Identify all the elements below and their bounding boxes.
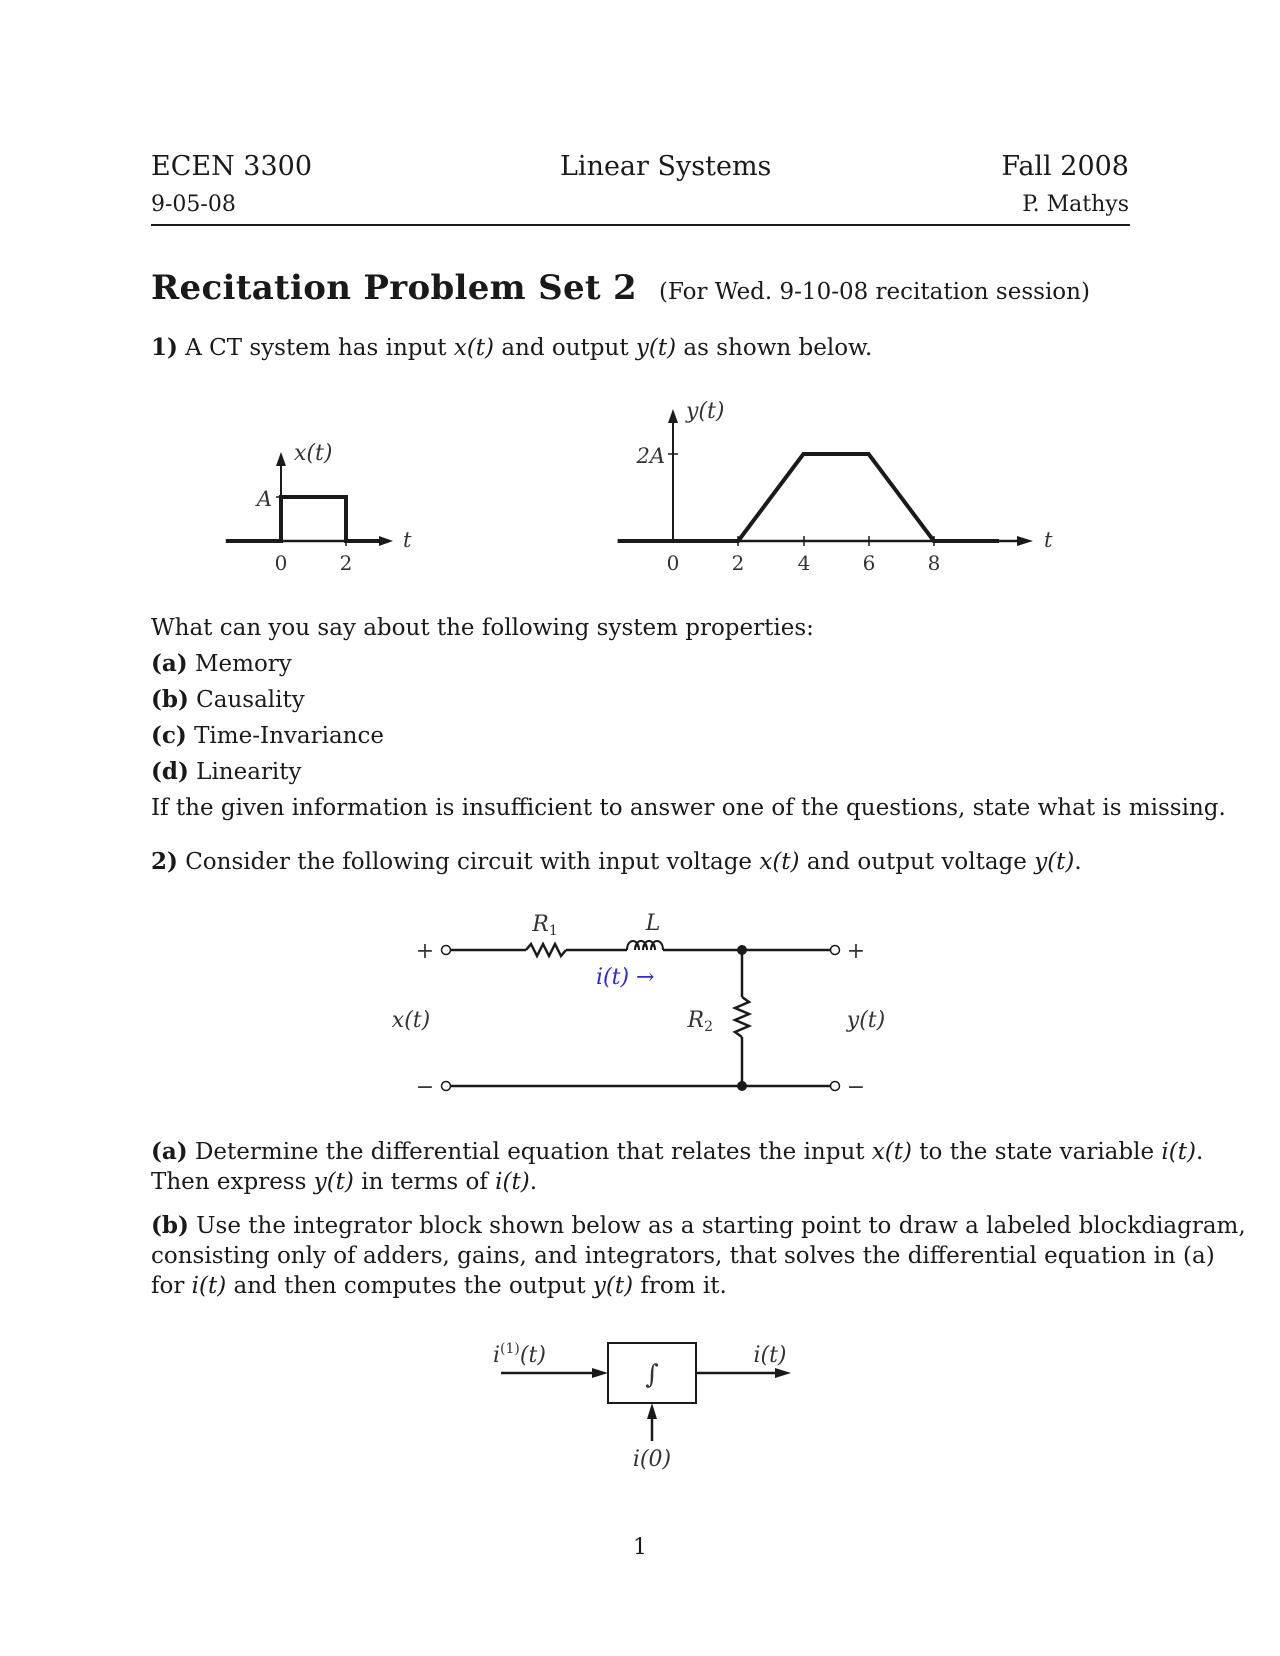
output-minus-sign: − bbox=[846, 1075, 866, 1100]
part-a-tag: (a) bbox=[151, 1138, 188, 1165]
part-b-y: y(t) bbox=[592, 1273, 634, 1299]
part-b-text3: for bbox=[151, 1273, 192, 1299]
part-a-x: x(t) bbox=[871, 1139, 912, 1165]
input-voltage-label: x(t) bbox=[391, 1008, 431, 1033]
x-plot-tick-label: 0 bbox=[274, 551, 288, 575]
item-tag: (b) bbox=[151, 686, 189, 713]
r1-label: R1 bbox=[532, 912, 558, 939]
problem1-number: 1) bbox=[151, 334, 178, 361]
problem2-x: x(t) bbox=[759, 849, 800, 875]
initial-condition-label: i(0) bbox=[632, 1447, 672, 1472]
part-b-text5: from it. bbox=[633, 1273, 727, 1299]
problem2-number: 2) bbox=[151, 848, 178, 875]
part-b-tag: (b) bbox=[151, 1212, 189, 1239]
y-plot-tick-label: 0 bbox=[666, 551, 680, 575]
item-tag: (c) bbox=[151, 722, 187, 749]
x-plot-level-label: A bbox=[256, 487, 272, 511]
part-a-text5: in terms of bbox=[353, 1169, 496, 1195]
y-plot-tick-label: 4 bbox=[797, 551, 811, 575]
problem2-text2: and output voltage bbox=[799, 849, 1035, 875]
item-text: Linearity bbox=[196, 759, 302, 785]
problem1-question: What can you say about the following system properties: bbox=[151, 615, 814, 641]
problem2-text3: . bbox=[1074, 849, 1082, 875]
problem2-text: Consider the following circuit with input voltage bbox=[185, 849, 760, 875]
course-subject: Linear Systems bbox=[560, 151, 772, 182]
problem1-text3: as shown below. bbox=[676, 335, 873, 361]
y-plot-level-label: 2A bbox=[636, 444, 665, 468]
x-plot-ylabel: x(t) bbox=[294, 441, 333, 466]
inductor-label: L bbox=[645, 911, 661, 936]
integrator-input-label: $i^{(1)}(t)$ bbox=[493, 1341, 546, 1368]
x-plot-xlabel: t bbox=[403, 528, 412, 552]
course-code: ECEN 3300 bbox=[151, 151, 312, 182]
part-a-i2: i(t) bbox=[495, 1169, 530, 1195]
input-plus-sign: + bbox=[415, 939, 435, 964]
date: 9-05-08 bbox=[151, 192, 236, 217]
part-a-y: y(t) bbox=[313, 1169, 354, 1195]
y-plot-tick-label: 2 bbox=[731, 551, 745, 575]
output-plus-sign: + bbox=[846, 939, 866, 964]
y-plot-xlabel: t bbox=[1044, 528, 1053, 552]
part-a-text: Determine the differential equation that relates the input bbox=[194, 1139, 872, 1165]
part-a-text4: Then express bbox=[151, 1169, 314, 1195]
arrowhead bbox=[775, 1368, 791, 1378]
title-main: Recitation Problem Set 2 bbox=[151, 268, 637, 308]
term: Fall 2008 bbox=[1001, 151, 1129, 182]
problem2-part-b-line2: consisting only of adders, gains, and integrators, that solves the differential equation in (a) bbox=[151, 1243, 1215, 1269]
part-b-text4: and then computes the output bbox=[226, 1273, 593, 1299]
output-voltage-label: y(t) bbox=[846, 1008, 886, 1033]
y-plot-tick-label: 8 bbox=[927, 551, 941, 575]
title-note: (For Wed. 9-10-08 recitation session) bbox=[658, 279, 1090, 305]
problem1-y: y(t) bbox=[635, 335, 677, 361]
page-number: 1 bbox=[633, 1535, 647, 1560]
part-a-text6: . bbox=[529, 1169, 537, 1195]
item-text: Memory bbox=[194, 651, 292, 677]
arrowhead bbox=[592, 1368, 608, 1378]
y-plot-tick-label: 6 bbox=[862, 551, 876, 575]
part-a-i: i(t) bbox=[1161, 1139, 1196, 1165]
item-text: Time-Invariance bbox=[194, 723, 384, 749]
r2-label: R2 bbox=[687, 1008, 713, 1035]
input-minus-sign: − bbox=[415, 1075, 435, 1100]
problem1-x: x(t) bbox=[453, 335, 495, 361]
x-plot-tick-label: 2 bbox=[339, 551, 353, 575]
problem1-text2: and output bbox=[494, 335, 636, 361]
item-text: Causality bbox=[196, 687, 305, 713]
item-tag: (a) bbox=[151, 650, 188, 677]
integrator-symbol: ∫ bbox=[645, 1360, 659, 1390]
part-b-i: i(t) bbox=[191, 1273, 227, 1299]
problem1-text: A CT system has input bbox=[185, 335, 454, 361]
arrowhead bbox=[647, 1403, 657, 1419]
item-tag: (d) bbox=[151, 758, 189, 785]
current-label: i(t) → bbox=[596, 965, 655, 990]
author: P. Mathys bbox=[1022, 192, 1129, 217]
part-a-text2: to the state variable bbox=[912, 1139, 1162, 1165]
problem2-y: y(t) bbox=[1034, 849, 1075, 875]
part-b-text: Use the integrator block shown below as a starting point to draw a labeled blockdiagram, bbox=[196, 1213, 1246, 1239]
y-plot-ylabel: y(t) bbox=[686, 399, 725, 424]
integrator-output-label: i(t) bbox=[753, 1343, 787, 1368]
problem1-closing: If the given information is insufficient to answer one of the questions, state what is missing. bbox=[151, 795, 1226, 821]
part-a-text3: . bbox=[1195, 1139, 1204, 1165]
